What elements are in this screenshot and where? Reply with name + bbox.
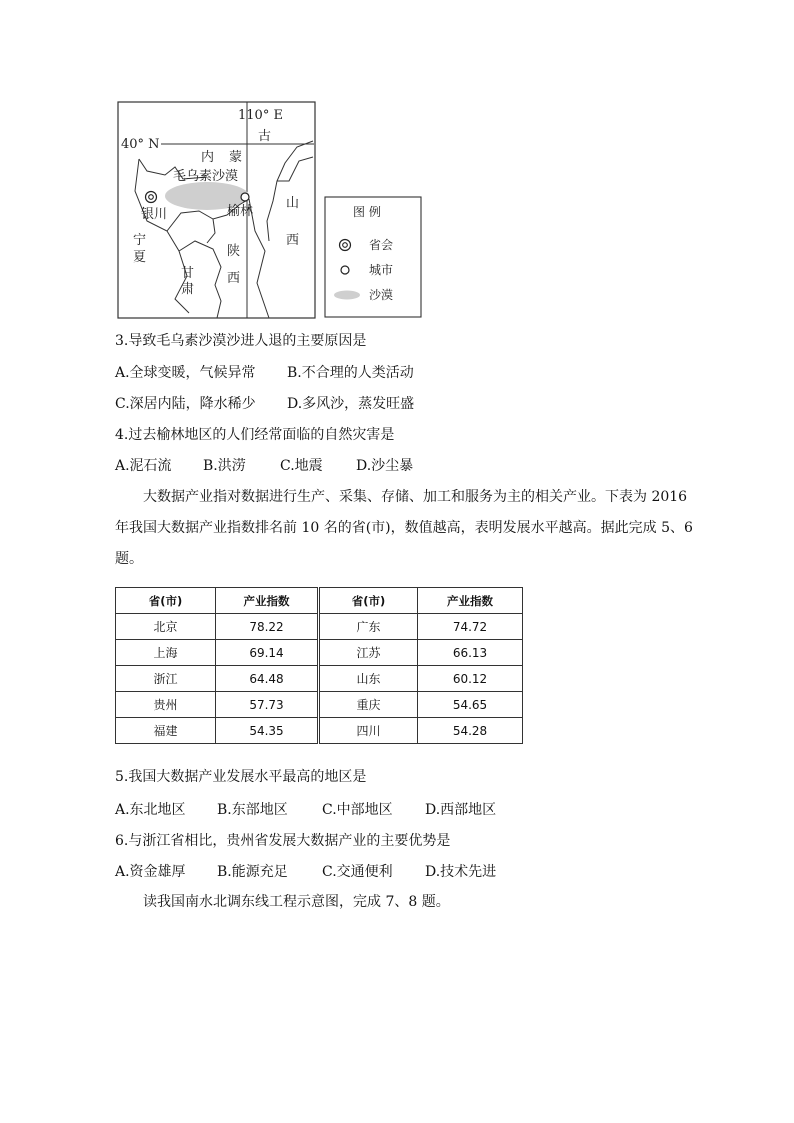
region-neimeng-1: 内 xyxy=(201,150,215,165)
region-ningxia-2: 夏 xyxy=(133,250,147,265)
question-6-stem: 6.与浙江省相比，贵州省发展大数据产业的主要优势是 xyxy=(115,833,451,849)
table-cell-index: 74.72 xyxy=(418,614,523,640)
q5-option-c[interactable]: C.中部地区 xyxy=(322,802,393,818)
mu-us-desert-map xyxy=(117,101,425,319)
q4-option-a[interactable]: A.泥石流 xyxy=(115,458,172,474)
q6-option-d[interactable]: D.技术先进 xyxy=(425,864,497,880)
question-6-options xyxy=(115,862,715,882)
city-icon xyxy=(341,266,349,274)
table-cell-index: 54.65 xyxy=(418,692,523,718)
table-cell-index: 60.12 xyxy=(418,666,523,692)
table-row xyxy=(116,640,523,666)
table-row xyxy=(116,666,523,692)
desert-icon xyxy=(334,291,360,300)
table-row xyxy=(116,718,523,744)
q6-option-a[interactable]: A.资金雄厚 xyxy=(115,864,186,880)
table-cell-province: 四川 xyxy=(319,718,418,744)
question-3-options xyxy=(115,363,715,383)
table-cell-index: 54.35 xyxy=(216,718,319,744)
region-neimeng-2: 蒙 xyxy=(229,150,243,165)
table-cell-index: 54.28 xyxy=(418,718,523,744)
table-cell-province: 江苏 xyxy=(319,640,418,666)
table-body xyxy=(116,614,523,744)
region-shanxi-2: 西 xyxy=(286,233,300,248)
col-header-index-1: 产业指数 xyxy=(216,588,319,614)
map-figure xyxy=(117,101,425,319)
provincial-capital-icon-inner xyxy=(343,243,348,248)
question-5-stem: 5.我国大数据产业发展水平最高的地区是 xyxy=(115,769,367,785)
boundary-shanxi-west xyxy=(267,141,313,241)
q4-option-b[interactable]: B.洪涝 xyxy=(203,458,246,474)
question-3-stem: 3.导致毛乌素沙漠沙进人退的主要原因是 xyxy=(115,333,367,349)
region-gansu-2: 肃 xyxy=(181,282,195,297)
question-4-options xyxy=(115,456,715,476)
table-cell-province: 广东 xyxy=(319,614,418,640)
question-5-options xyxy=(115,800,715,820)
legend-title: 图 例 xyxy=(353,205,381,219)
region-shaanxi-1: 陕 xyxy=(227,244,241,259)
table-cell-province: 上海 xyxy=(116,640,216,666)
q3-option-c[interactable]: C.深居内陆，降水稀少 xyxy=(115,396,256,412)
table-row xyxy=(116,614,523,640)
table-cell-index: 64.48 xyxy=(216,666,319,692)
legend-label-city: 城市 xyxy=(369,263,394,277)
table-row xyxy=(116,692,523,718)
city-yinchuan-label: 银川 xyxy=(141,207,168,222)
table-cell-province: 贵州 xyxy=(116,692,216,718)
intro-line-3: 题。 xyxy=(115,551,143,567)
question-3-options-row2 xyxy=(115,394,715,414)
q5-option-b[interactable]: B.东部地区 xyxy=(217,802,288,818)
table-cell-province: 北京 xyxy=(116,614,216,640)
region-shaanxi-2: 西 xyxy=(227,271,241,286)
table-header-row xyxy=(116,588,523,614)
region-ningxia-1: 宁 xyxy=(133,233,147,248)
city-yulin-label: 榆林 xyxy=(227,204,254,219)
legend-label-capital: 省会 xyxy=(369,238,394,252)
table-cell-index: 78.22 xyxy=(216,614,319,640)
col-header-province-1: 省(市) xyxy=(116,588,216,614)
table-cell-province: 重庆 xyxy=(319,692,418,718)
intro-paragraph xyxy=(115,482,695,575)
question-4-stem: 4.过去榆林地区的人们经常面临的自然灾害是 xyxy=(115,427,395,443)
table-cell-index: 66.13 xyxy=(418,640,523,666)
map-legend xyxy=(325,197,421,317)
table-cell-index: 69.14 xyxy=(216,640,319,666)
yulin-symbol xyxy=(241,193,249,201)
yinchuan-inner-ring xyxy=(149,195,154,200)
region-shanxi-1: 山 xyxy=(286,196,300,211)
boundary-inner xyxy=(207,219,215,243)
q3-option-b[interactable]: B.不合理的人类活动 xyxy=(287,365,414,381)
industry-index-table-wrap xyxy=(115,587,523,744)
col-header-province-2: 省(市) xyxy=(319,588,418,614)
table-cell-index: 57.73 xyxy=(216,692,319,718)
lon-label: 110° E xyxy=(238,108,283,123)
table-cell-province: 浙江 xyxy=(116,666,216,692)
region-gansu-1: 甘 xyxy=(181,266,195,281)
q4-option-d[interactable]: D.沙尘暴 xyxy=(356,458,414,474)
q6-option-b[interactable]: B.能源充足 xyxy=(217,864,288,880)
q5-option-d[interactable]: D.西部地区 xyxy=(425,802,497,818)
intro-line-2: 年我国大数据产业指数排名前 10 名的省(市)，数值越高，表明发展水平越高。据此完成 5、6 xyxy=(115,520,693,536)
q6-option-c[interactable]: C.交通便利 xyxy=(322,864,393,880)
q5-option-a[interactable]: A.东北地区 xyxy=(115,802,186,818)
q4-option-c[interactable]: C.地震 xyxy=(280,458,323,474)
lat-label: 40° N xyxy=(121,137,160,152)
legend-label-desert: 沙漠 xyxy=(369,288,394,302)
q3-option-a[interactable]: A.全球变暖，气候异常 xyxy=(115,365,256,381)
q3-option-d[interactable]: D.多风沙，蒸发旺盛 xyxy=(287,396,415,412)
desert-name-label: 毛乌素沙漠 xyxy=(173,169,239,184)
outro-text: 读我国南水北调东线工程示意图，完成 7、8 题。 xyxy=(143,894,450,910)
table-cell-province: 山东 xyxy=(319,666,418,692)
table-cell-province: 福建 xyxy=(116,718,216,744)
region-neimeng-3: 古 xyxy=(258,129,272,144)
intro-line-1: 大数据产业指对数据进行生产、采集、存储、加工和服务为主的相关产业。下表为 2016 xyxy=(143,489,688,505)
col-header-index-2: 产业指数 xyxy=(418,588,523,614)
industry-index-table xyxy=(115,587,523,744)
